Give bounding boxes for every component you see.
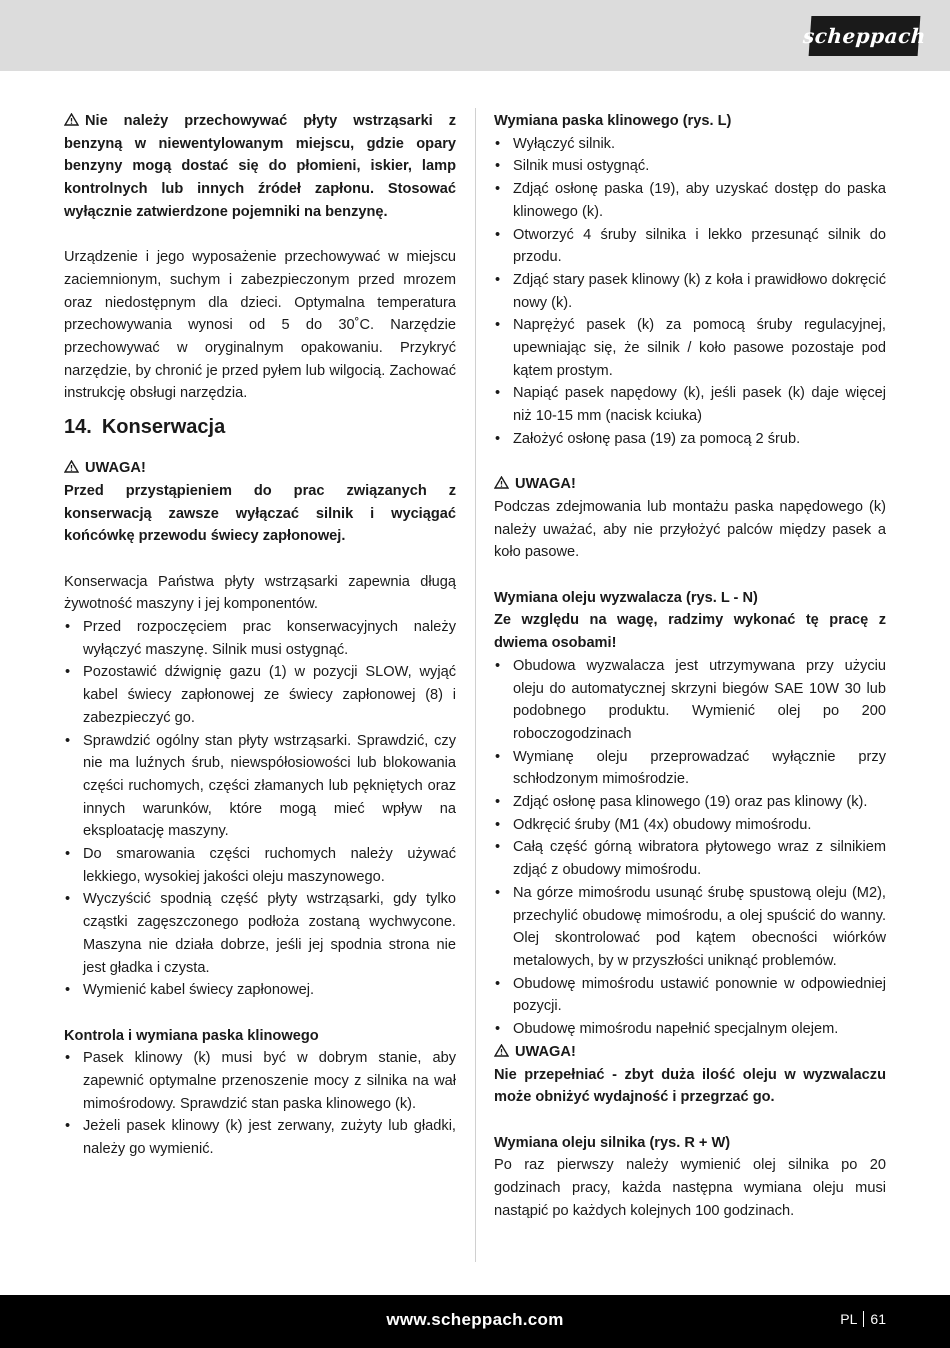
engine-oil-heading: Wymiana oleju silnika (rys. R + W) — [494, 1134, 731, 1151]
section-heading — [64, 413, 456, 441]
exciter-oil-heading: Wymiana oleju wyzwalacza (rys. L - N) — [494, 589, 758, 606]
list-item: • Zdjąć osłonę pasa klinowego (19) oraz pas klinowy (k). — [494, 791, 886, 814]
warning-triangle-icon — [64, 460, 79, 473]
caution-label-2: UWAGA! — [494, 473, 886, 496]
page-number: 61 — [870, 1311, 886, 1327]
footer-url[interactable]: www.scheppach.com — [386, 1310, 564, 1329]
belt-check-heading: Kontrola i wymiana paska klinowego — [64, 1027, 319, 1044]
list-item: • Zdjąć osłonę paska (19), aby uzyskać dostęp do paska klinowego (k). — [494, 178, 886, 223]
caution-text-2: Podczas zdejmowania lub montażu paska napędowego (k) należy uważać, aby nie przyłożyć palców między pasek a koło pasowe. — [494, 498, 886, 561]
maintenance-intro: Konserwacja Państwa płyty wstrząsarki zapewnia długą żywotność maszyny i jej komponentów. — [64, 573, 456, 613]
right-column — [494, 110, 886, 1222]
exciter-oil-list — [494, 655, 886, 1041]
list-item: • Sprawdzić ogólny stan płyty wstrząsarki. Sprawdzić, czy nie ma luźnych śrub, niewspółosiowości lub blokowania części ruchomych, części złamanych lub pękniętych oraz innych warunków, które mogą mieć wpływ na eksploatację maszyny. — [64, 730, 456, 844]
list-item: • Obudowę mimośrodu ustawić ponownie w odpowiedniej pozycji. — [494, 973, 886, 1018]
list-item: • Wymienić kabel świecy zapłonowej. — [64, 979, 456, 1002]
belt-replace-heading: Wymiana paska klinowego (rys. L) — [494, 113, 732, 129]
belt-check-list — [64, 1047, 456, 1161]
list-item: • Wyczyścić spodnią część płyty wstrząsarki, gdy tylko cząstki zagęszczonego podłoża zostaną wychwycone. Maszyna nie działa dobrze, jeśli jej spodnia strona nie jest gładka i czysta. — [64, 888, 456, 979]
footer-bar — [0, 1295, 950, 1348]
engine-oil-text: Po raz pierwszy należy wymienić olej silnika po 20 godzinach pracy, każda następna wymiana oleju musi nastąpić po każdych kolejnych 100 godzinach. — [494, 1157, 886, 1219]
list-item: • Silnik musi ostygnąć. — [494, 155, 886, 178]
belt-replace-list — [494, 133, 886, 451]
list-item: • Napiąć pasek napędowy (k), jeśli pasek (k) daje więcej niż 10-15 mm (nacisk kciuka) — [494, 382, 886, 427]
caution-text-1: Przed przystąpieniem do prac związanych z konserwacją zawsze wyłączać silnik i wyciągać końcówkę przewodu świecy zapłonowej. — [64, 482, 456, 545]
warning-triangle-icon — [64, 113, 79, 126]
list-item: • Założyć osłonę pasa (19) za pomocą 2 śrub. — [494, 428, 886, 451]
left-column — [64, 110, 456, 1161]
section-number: 14. — [64, 416, 92, 439]
storage-warning-text: Nie należy przechowywać płyty wstrząsarki z benzyną w niewentylowanym miejscu, gdzie opary benzyny mogą dostać się do płomieni, iskier, lamp kontrolnych lub innych źródeł zapłonu. Stosować wyłącznie zatwierdzone pojemniki na benzynę. — [64, 113, 456, 220]
warning-triangle-icon — [494, 476, 509, 489]
section-title: Konserwacja — [101, 416, 226, 439]
caution-label-1: UWAGA! — [64, 457, 456, 480]
maintenance-list — [64, 616, 456, 1002]
list-item: • Pozostawić dźwignię gazu (1) w pozycji SLOW, wyjąć kabel świecy zapłonowej ze świecy zapłonowej (8) i zabezpieczyć go. — [64, 661, 456, 729]
language-code: PL — [840, 1311, 858, 1327]
exciter-oil-note: Ze względu na wagę, radzimy wykonać tę pracę z dwiema osobami! — [494, 612, 886, 652]
caution-label-3: UWAGA! — [494, 1041, 886, 1064]
list-item: • Na górze mimośrodu usunąć śrubę spustową oleju (M2), przechylić obudowę mimośrodu, a olej spuścić do wanny. Olej skontrolować pod kątem obecności wiórków metalowych, by w przyszłości uniknąć problemów. — [494, 882, 886, 973]
list-item: • Obudowę mimośrodu napełnić specjalnym olejem. — [494, 1018, 886, 1041]
column-divider — [475, 108, 476, 1262]
page-separator — [863, 1311, 864, 1327]
caution-text-3: Nie przepełniać - zbyt duża ilość oleju w wyzwalaczu może obniżyć wydajność i przegrzać go. — [494, 1066, 886, 1106]
page-indicator — [840, 1311, 886, 1327]
list-item: • Zdjąć stary pasek klinowy (k) z koła i prawidłowo dokręcić nowy (k). — [494, 269, 886, 314]
list-item: • Naprężyć pasek (k) za pomocą śruby regulacyjnej, upewniając się, że silnik / koło pasowe pozostaje pod kątem prostym. — [494, 314, 886, 382]
list-item: • Otworzyć 4 śruby silnika i lekko przesunąć silnik do przodu. — [494, 224, 886, 269]
list-item: • Do smarowania części ruchomych należy używać lekkiego, wysokiej jakości oleju maszynowego. — [64, 843, 456, 888]
list-item: • Wymianę oleju przeprowadzać wyłącznie przy schłodzonym mimośrodzie. — [494, 746, 886, 791]
list-item: • Całą część górną wibratora płytowego wraz z silnikiem zdjąć z obudowy mimośrodu. — [494, 836, 886, 881]
list-item: • Pasek klinowy (k) musi być w dobrym stanie, aby zapewnić optymalne przenoszenie mocy z silnika na wał mimośrodowy. Sprawdzić stan paska klinowego (k). — [64, 1047, 456, 1115]
brand-logo: scheppach — [809, 16, 921, 56]
warning-triangle-icon — [494, 1044, 509, 1057]
header-band — [0, 0, 950, 71]
list-item: • Wyłączyć silnik. — [494, 133, 886, 156]
list-item: • Obudowa wyzwalacza jest utrzymywana przy użyciu oleju do automatycznej skrzyni biegów SAE 10W 30 lub podobnego produktu. Wymienić olej po 200 roboczogodzinach — [494, 655, 886, 746]
storage-paragraph: Urządzenie i jego wyposażenie przechowywać w miejscu zaciemnionym, suchym i zabezpieczonym przed mrozem oraz niedostępnym dla dzieci. Optymalna temperatura przechowywania wynosi od 5 do 30˚C. Narzędzie przechowywać w oryginalnym opakowaniu. Przykryć narzędzie, by chronić je przed pyłem lub wilgocią. Zachować instrukcję obsługi narzędzia. — [64, 249, 456, 402]
storage-warning — [64, 110, 456, 224]
list-item: • Jeżeli pasek klinowy (k) jest zerwany, zużyty lub gładki, należy go wymienić. — [64, 1115, 456, 1160]
list-item: • Przed rozpoczęciem prac konserwacyjnych należy wyłączyć maszynę. Silnik musi ostygnąć. — [64, 616, 456, 661]
list-item: • Odkręcić śruby (M1 (4x) obudowy mimośrodu. — [494, 814, 886, 837]
